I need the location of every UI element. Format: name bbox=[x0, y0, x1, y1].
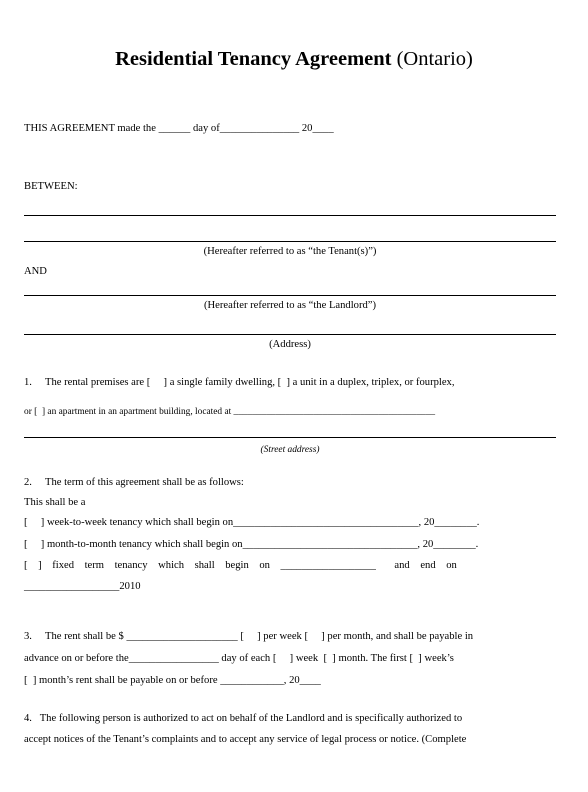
page-title: Residential Tenancy Agreement (Ontario) bbox=[115, 48, 473, 70]
section1-line2: or [ ] an apartment in an apartment building, located at ___________________________________________ bbox=[24, 407, 436, 417]
section3-line2: advance on or before the_________________ day of each [ ] week [ ] month. The first [ ] week’s bbox=[24, 653, 454, 664]
and-label: AND bbox=[24, 266, 47, 277]
street-address-line bbox=[24, 437, 556, 438]
section4-line2: accept notices of the Tenant’s complaints and to accept any service of legal process or notice. (Complete bbox=[24, 734, 467, 745]
address-caption: (Address) bbox=[269, 339, 311, 350]
landlord-name-line bbox=[24, 295, 556, 296]
landlord-caption: (Hereafter referred to as “the Landlord”) bbox=[203, 300, 377, 311]
address-line bbox=[24, 334, 556, 335]
agreement-date-line: THIS AGREEMENT made the ______ day of_______________ 20____ bbox=[24, 123, 334, 134]
section2-line1: 2. The term of this agreement shall be as follows: bbox=[24, 477, 244, 488]
fixed-term-end-line: __________________2010 bbox=[24, 581, 141, 592]
tenant-name-line-1 bbox=[24, 215, 556, 216]
between-label: BETWEEN: bbox=[24, 181, 78, 192]
week-to-week-option: [ ] week-to-week tenancy which shall begin on___________________________________, 20________. bbox=[24, 517, 480, 528]
section1-line1: 1. The rental premises are [ ] a single family dwelling, [ ] a unit in a duplex, triplex, or fourplex, bbox=[24, 377, 455, 388]
street-address-caption: (Street address) bbox=[260, 445, 320, 455]
month-to-month-option: [ ] month-to-month tenancy which shall begin on_________________________________, 20________. bbox=[24, 539, 479, 550]
section3-line1: 3. The rent shall be $ _____________________ [ ] per week [ ] per month, and shall be payable in bbox=[24, 631, 474, 642]
tenant-caption: (Hereafter referred to as “the Tenant(s)”) bbox=[203, 246, 377, 257]
section2-line2: This shall be a bbox=[24, 497, 86, 508]
section4-line1: 4. The following person is authorized to act on behalf of the Landlord and is specifically authorized to bbox=[24, 713, 463, 724]
fixed-term-option: [ ] fixed term tenancy which shall begin on __________________ and end on bbox=[24, 560, 457, 571]
section3-line3: [ ] month’s rent shall be payable on or before ____________, 20____ bbox=[24, 675, 321, 686]
tenant-name-line-2 bbox=[24, 241, 556, 242]
